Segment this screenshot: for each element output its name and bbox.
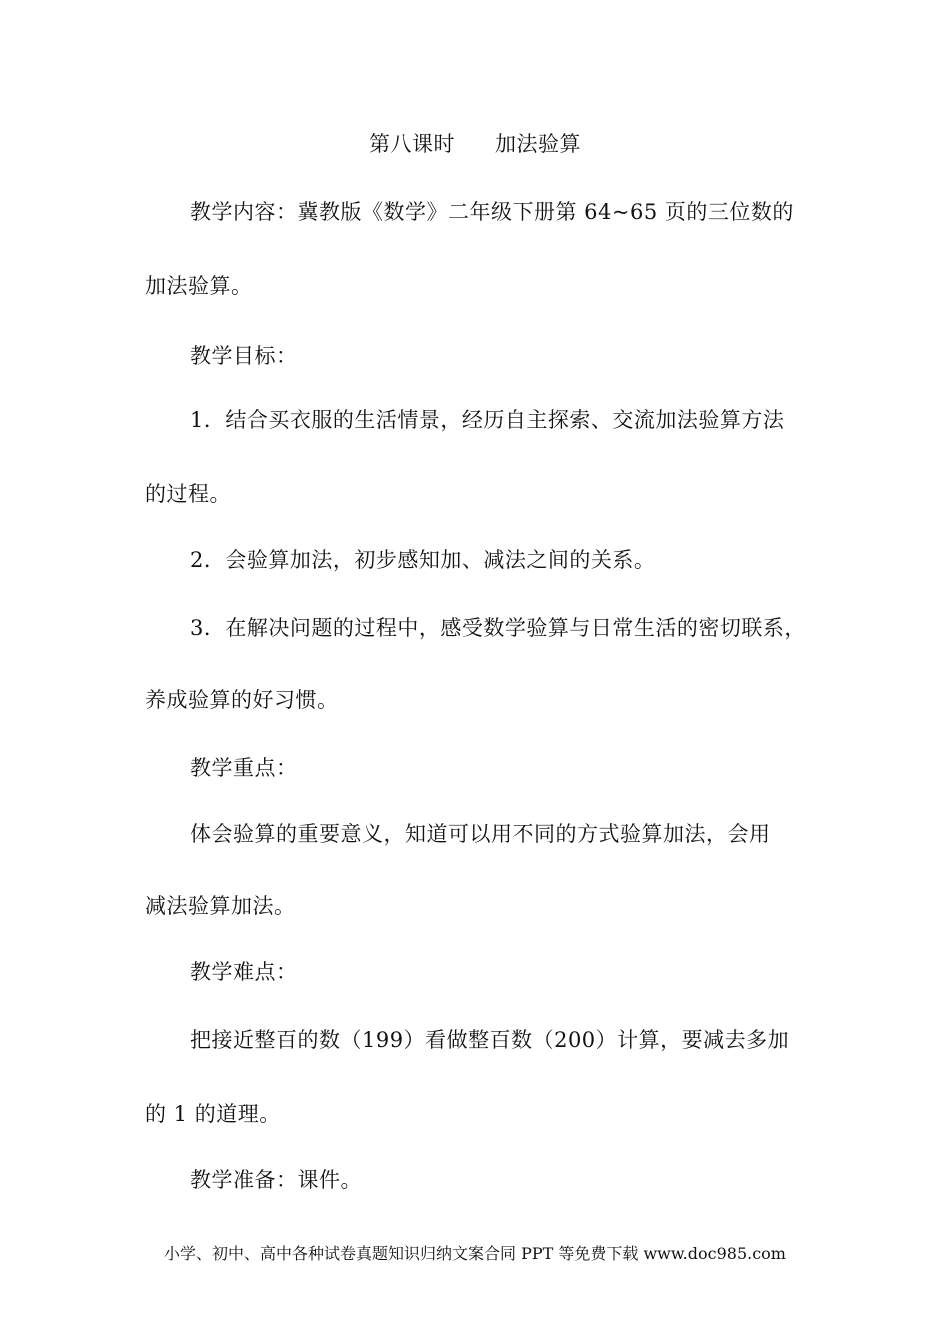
difficulties-line-2: 的 1 的道理。	[145, 1102, 281, 1126]
objective-3-line-1: 3．在解决问题的过程中，感受数学验算与日常生活的密切联系，	[190, 616, 806, 640]
objective-3-line-2: 养成验算的好习惯。	[145, 688, 339, 712]
objective-1-line-2: 的过程。	[145, 482, 231, 506]
preparation-line: 教学准备：课件。	[190, 1168, 362, 1192]
lesson-number: 第八课时	[369, 132, 455, 156]
content-line-2: 加法验算。	[145, 274, 253, 298]
difficulties-line-1: 把接近整百的数（199）看做整百数（200）计算，要减去多加	[190, 1028, 790, 1052]
lesson-topic: 加法验算	[495, 132, 581, 156]
footer-text: 小学、初中、高中各种试卷真题知识归纳文案合同 PPT 等免费下载 www.doc985.com	[164, 1244, 786, 1263]
difficulties-heading: 教学难点：	[190, 960, 298, 984]
content-line-1: 教学内容：冀教版《数学》二年级下册第 64~65 页的三位数的	[190, 200, 794, 224]
key-points-heading: 教学重点：	[190, 756, 298, 780]
objectives-heading: 教学目标：	[190, 344, 298, 368]
page-title	[0, 130, 950, 158]
objective-2: 2．会验算加法，初步感知加、减法之间的关系。	[190, 548, 656, 572]
key-points-line-2: 减法验算加法。	[145, 894, 296, 918]
key-points-line-1: 体会验算的重要意义，知道可以用不同的方式验算加法，会用	[190, 822, 771, 846]
objective-1-line-1: 1．结合买衣服的生活情景，经历自主探索、交流加法验算方法	[190, 408, 785, 432]
